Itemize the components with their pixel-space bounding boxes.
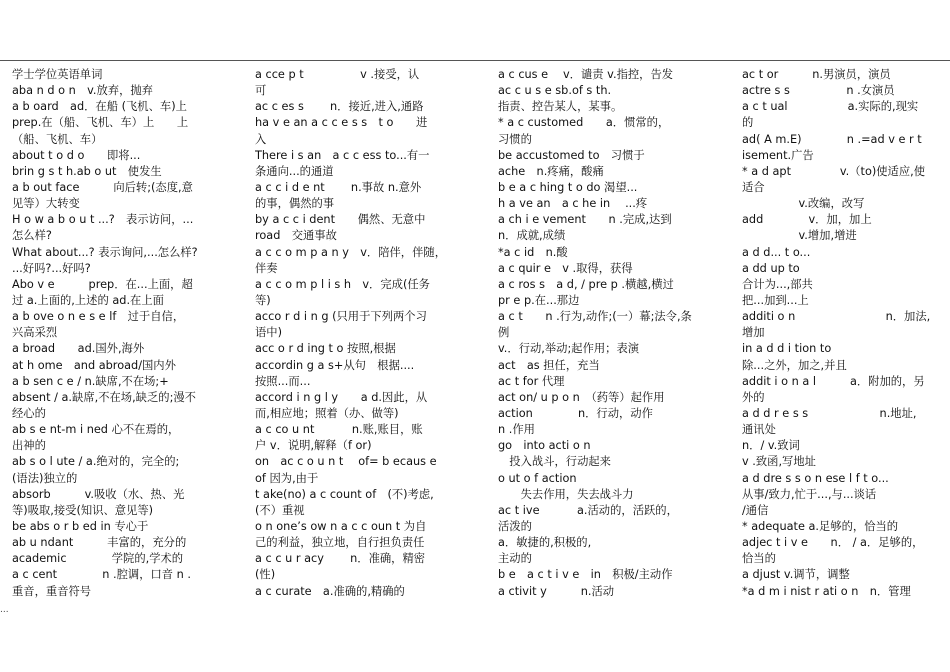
vocab-line: a c cus e v．谴责 v.指控，告发 (498, 68, 674, 81)
vocab-line: road 交通事故 (255, 229, 337, 243)
vocab-line: 怎么样? (12, 229, 52, 243)
vocab-line: ache n.疼痛，酸痛 (498, 164, 604, 178)
vocab-line: a cce p t v .接受，认 (255, 68, 420, 81)
vocab-line: H o w a b o u t ...? 表示访问，... (12, 213, 194, 227)
vocab-line: There i s an a c c ess to...有一 (255, 148, 430, 162)
vocab-line: a c c i d e nt n.事故 n.意外 (255, 180, 422, 194)
vocab-line: a c co u nt n.账,账目，账 (255, 423, 423, 437)
vocab-column-1 (12, 67, 212, 600)
vocab-line: a d dre s s o n ese l f t o... (742, 471, 889, 485)
vocab-line: a c cent n .腔调，口音 n . (12, 568, 192, 582)
vocab-line: ad( A m.E) n .=ad v e r t (742, 132, 922, 146)
vocab-line: 主动的 (498, 552, 532, 566)
vocab-line: accordin g a s+从句 根据.... (255, 358, 415, 372)
vocab-line: b e a c hing t o do 渴望... (498, 180, 638, 194)
vocab-line: a c curate a.准确的,精确的 (255, 584, 405, 598)
vocab-line: ac t or n.男演员，演员 (742, 68, 891, 81)
vocab-line: 活泼的 (498, 519, 532, 533)
vocab-line: (性) (255, 568, 276, 582)
vocab-line: 而,相应地；照着（办、做等) (255, 406, 399, 420)
vocab-line: 按照...而... (255, 374, 311, 388)
vocab-line: a d d... t o... (742, 245, 811, 259)
vocab-line: ab u ndant 丰富的，充分的 (12, 536, 187, 550)
vocab-line: （船、飞机、车） (12, 132, 103, 146)
vocab-line: a c c u r acy n．准确，精密 (255, 552, 426, 566)
vocab-line: brin g s t h.ab o ut 使发生 (12, 164, 162, 178)
vocab-line: 出神的 (12, 439, 46, 453)
vocab-line: adjec t i v e n． / a．足够的， (742, 536, 924, 550)
vocab-line: n．成就,成绩 (498, 229, 566, 243)
vocab-line: 增加 (742, 326, 765, 340)
vocab-line: 条通向...的通道 (255, 164, 334, 178)
vocab-line: add v．加，加上 (742, 213, 872, 227)
vocab-line: a b ove o n e s e lf 过于自信， (12, 310, 185, 324)
vocab-line: by a c c i dent 偶然、无意中 (255, 213, 426, 227)
vocab-line: ab s e nt-m i ned 心不在焉的， (12, 423, 180, 437)
vocab-line: absent / a.缺席,不在场,缺乏的;漫不 (12, 390, 196, 404)
vocab-line: 的事，偶然的事 (255, 197, 335, 211)
vocab-line: h a ve an a c he in ...疼 (498, 197, 648, 211)
vocab-line: 例 (498, 326, 510, 340)
vocab-column-2 (255, 67, 455, 600)
vocab-line: 见等）大转变 (12, 197, 80, 211)
vocab-line: about t o d o 即将... (12, 148, 141, 162)
vocab-line: (不）重视 (255, 503, 305, 517)
vocab-line: a c t n .行为,动作;(一）幕;法令,条 (498, 310, 692, 324)
vocab-line: a d d r e s s n.地址, (742, 406, 917, 420)
vocab-line: absorb v.吸收（水、热、光 (12, 487, 185, 501)
vocab-line: *a d m i nist r ati o n n．管理 (742, 584, 911, 598)
vocab-column-4 (742, 67, 942, 600)
vocab-line: 语中) (255, 326, 283, 340)
vocab-line: a b out face 向后转;(态度,意 (12, 180, 193, 194)
vocab-line: a．敏捷的,积极的, (498, 536, 592, 550)
vocab-line: in a d d i tion to (742, 342, 832, 356)
vocab-line: acc o r d ing t o 按照,根据 (255, 342, 396, 356)
vocab-line: o n one’s ow n a c c oun t 为自 (255, 519, 427, 533)
vocab-line: 学士学位英语单词 (12, 68, 103, 81)
vocab-line: 入 (255, 132, 267, 146)
vocab-line: ha v e an a c c e s s t o 进 (255, 116, 428, 130)
vocab-line: t ake(no) a c count of (不)考虑, (255, 487, 434, 501)
vocab-line: actre s s n .女演员 (742, 84, 895, 98)
vocab-line: 习惯的 (498, 132, 532, 146)
vocab-line: a dd up to (742, 261, 800, 275)
vocab-line: ...好吗?...好吗? (12, 261, 91, 275)
vocab-line: o ut o f action (498, 471, 577, 485)
vocab-line: *a c id n.酸 (498, 245, 568, 259)
vocab-line: 通讯处 (742, 423, 776, 437)
vocab-line: n .作用 (498, 423, 535, 437)
vocab-line: a c c o m p a n y v．陪伴，伴随， (255, 245, 446, 259)
vocab-line: additi o n n．加法, (742, 310, 931, 324)
vocab-line: a c t ual a.实际的,现实 (742, 100, 919, 114)
vocab-line: prep.在（船、飞机、车）上 上 (12, 116, 189, 130)
vocab-line: v .致函,写地址 (742, 455, 816, 469)
vocab-line: What about...? 表示询问,...怎么样? (12, 245, 198, 259)
vocab-line: 己的利益，独立地，自行担负责任 (255, 536, 425, 550)
vocab-line: 经心的 (12, 406, 46, 420)
vocab-line: ac c u s e sb.of s th. (498, 84, 612, 98)
page-marker: ... (0, 605, 9, 615)
vocab-line: 投入战斗，行动起来 (498, 455, 611, 469)
vocab-line: a ctivit y n.活动 (498, 584, 615, 598)
top-rule (0, 60, 950, 61)
vocab-line: aba n d o n v.放弃，抛弃 (12, 84, 153, 98)
vocab-line: 等) (255, 293, 271, 307)
vocab-line: a c c o m p l i s h v．完成(任务 (255, 277, 430, 291)
vocab-column-3 (498, 67, 698, 600)
vocab-line: 兴高采烈 (12, 326, 58, 340)
vocab-line: v.增加,增进 (742, 229, 857, 243)
vocab-line: 户 v．说明,解释（f or) (255, 439, 372, 453)
vocab-line: v.．行动,举动;起作用；表演 (498, 342, 640, 356)
vocab-line: ac t for 代理 (498, 374, 565, 388)
vocab-line: a broad ad.国外,海外 (12, 342, 145, 356)
vocab-line: act on/ u p o n （药等）起作用 (498, 390, 665, 404)
vocab-line: b e a c t i v e in 积极/主动作 (498, 568, 673, 582)
vocab-line: 适合 (742, 180, 765, 194)
vocab-line: 指责、控告某人，某事。 (498, 100, 623, 114)
vocab-line: 可 (255, 84, 267, 98)
vocab-line: 的 (742, 116, 754, 130)
vocab-line: isement.广告 (742, 148, 814, 162)
vocab-line: ac c es s n．接近,进入,通路 (255, 100, 424, 114)
vocab-line: (语法)独立的 (12, 471, 78, 485)
vocab-line: 从事/致力,忙于...,与...谈话 (742, 487, 877, 501)
vocab-line: * adequate a.足够的，恰当的 (742, 519, 899, 533)
vocab-line: /通信 (742, 503, 769, 517)
vocab-line: ab s o l ute / a.绝对的，完全的; (12, 455, 180, 469)
vocab-line: 重音，重音符号 (12, 584, 92, 598)
vocab-line: 合计为...,部共 (742, 277, 813, 291)
vocab-line: a ch i e vement n .完成,达到 (498, 213, 672, 227)
vocab-line: 过 a.上面的,上述的 ad.在上面 (12, 293, 164, 307)
vocab-line: be abs o r b ed in 专心于 (12, 519, 149, 533)
vocab-line: ac t ive a.活动的，活跃的， (498, 503, 678, 517)
vocab-line: 等)吸取,接受(知识、意见等) (12, 503, 154, 517)
vocab-line: a c ros s a d, / pre p .横越,横过 (498, 277, 674, 291)
vocab-line: v.改编，改写 (742, 197, 865, 211)
vocab-line: at h ome and abroad/国内外 (12, 358, 176, 372)
vocab-line: 把...加到...上 (742, 293, 809, 307)
vocab-line: go into acti o n (498, 439, 591, 453)
vocab-line: 失去作用，失去战斗力 (498, 487, 634, 501)
vocab-line: n．/ v.致词 (742, 439, 800, 453)
vocab-line: a c quir e v .取得，获得 (498, 261, 633, 275)
vocab-line: accord i n g l y a d.因此，从 (255, 390, 428, 404)
vocab-line: 恰当的 (742, 552, 776, 566)
vocab-line: * a c customed a．惯常的， (498, 116, 670, 130)
vocab-line: on ac c o u n t of= b ecaus e (255, 455, 437, 469)
vocab-line: a b oard ad．在船 (飞机、车)上 (12, 100, 187, 114)
vocab-line: 除...之外，加之,并且 (742, 358, 847, 372)
vocab-line: be accustomed to 习惯于 (498, 148, 645, 162)
vocab-line: 伴奏 (255, 261, 278, 275)
vocab-line: * a d apt v.（to)使适应,使 (742, 164, 926, 178)
vocab-line: a b sen c e / n.缺席,不在场;+ (12, 374, 169, 388)
vocab-line: 外的 (742, 390, 765, 404)
vocab-line: addit i o n a l a．附加的，另 (742, 374, 925, 388)
vocab-line: Abo v e prep．在...上面，超 (12, 277, 193, 291)
vocab-line: action n．行动，动作 (498, 406, 653, 420)
vocab-line: act as 担任，充当 (498, 358, 600, 372)
vocab-line: pr e p.在...那边 (498, 293, 580, 307)
vocab-line: of 因为,由于 (255, 471, 319, 485)
vocab-line: acco r d i n g (只用于下列两个习 (255, 310, 427, 324)
vocab-line: academic 学院的,学术的 (12, 552, 184, 566)
vocab-line: a djust v.调节，调整 (742, 568, 850, 582)
